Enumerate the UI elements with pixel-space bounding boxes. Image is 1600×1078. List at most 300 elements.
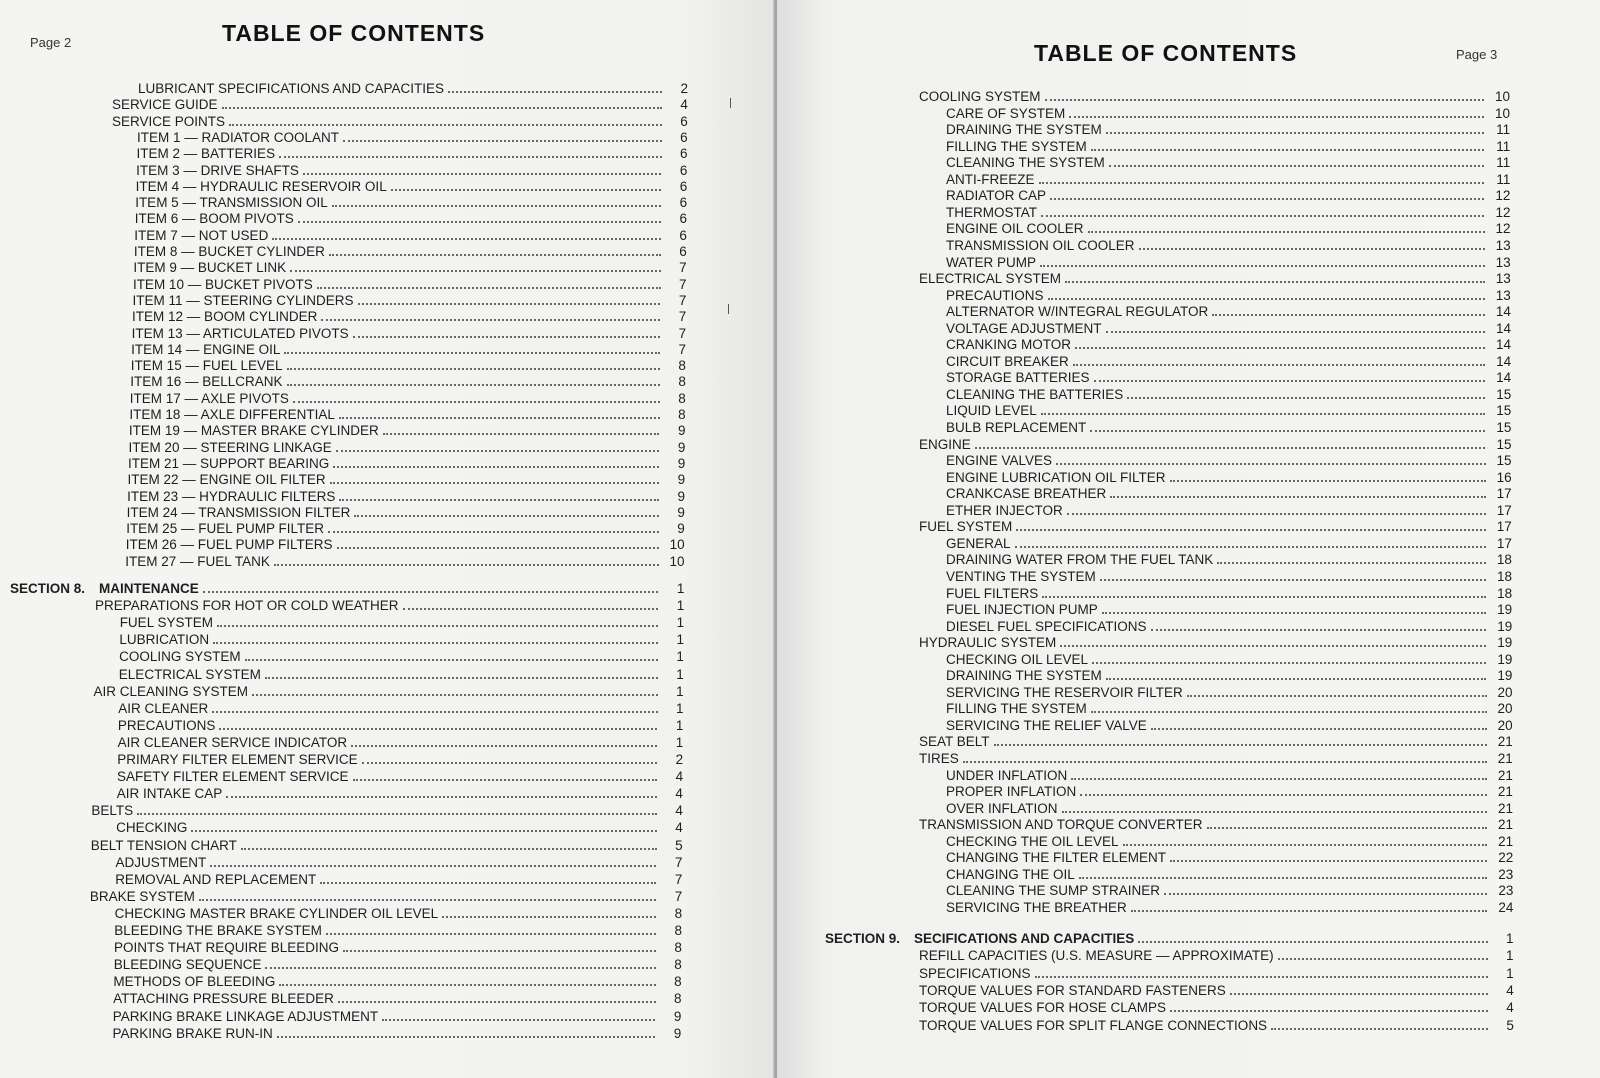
dot-leader	[382, 1019, 655, 1021]
page-ref: 4	[1506, 982, 1514, 998]
entry-title: ITEM 22 — ENGINE OIL FILTER	[127, 472, 326, 488]
entry-title: LUBRICATION	[119, 632, 210, 648]
toc-entry	[120, 614, 684, 631]
dot-leader	[403, 608, 659, 610]
dot-leader	[226, 796, 657, 798]
dot-leader	[328, 531, 659, 533]
dot-leader	[1187, 695, 1487, 697]
page-ref: 15	[1496, 420, 1512, 435]
page-ref: 5	[1506, 1017, 1514, 1033]
entry-title: CIRCUIT BREAKER	[946, 353, 1069, 369]
dot-leader	[1271, 1028, 1488, 1030]
dot-leader	[975, 447, 1486, 449]
toc-entry	[94, 683, 684, 700]
toc-entry	[946, 485, 1512, 502]
entry-title: ITEM 5 — TRANSMISSION OIL	[135, 195, 328, 211]
section-number: SECTION 8.	[10, 581, 86, 596]
entry-title: ENGINE	[919, 436, 971, 452]
toc-entry	[946, 849, 1513, 866]
dot-leader	[293, 401, 660, 403]
dot-leader	[1127, 397, 1485, 399]
page-ref: 9	[677, 423, 686, 439]
entry-title: ITEM 6 — BOOM PIVOTS	[134, 211, 294, 227]
entry-title: ITEM 24 — TRANSMISSION FILTER	[126, 504, 351, 520]
entry-title: ENGINE OIL COOLER	[946, 221, 1084, 237]
dot-leader	[287, 368, 660, 370]
page-ref: 6	[679, 195, 688, 211]
entry-title: FILLING THE SYSTEM	[946, 701, 1087, 717]
page-ref: 15	[1496, 386, 1512, 402]
page-ref: 1	[675, 734, 684, 750]
toc-entry	[130, 390, 686, 407]
entry-title: ETHER INJECTOR	[946, 502, 1063, 518]
page-ref: 8	[674, 957, 682, 973]
page-ref: 2	[675, 752, 684, 767]
dot-leader	[1016, 529, 1486, 531]
page-ref: 19	[1497, 635, 1513, 651]
page-ref: 23	[1498, 883, 1514, 899]
dot-leader	[1090, 430, 1485, 432]
entry-title: CHECKING THE OIL LEVEL	[946, 833, 1119, 849]
dot-leader	[1102, 612, 1486, 614]
toc-entry	[946, 551, 1512, 568]
entry-title: SAFETY FILTER ELEMENT SERVICE	[117, 769, 349, 785]
dot-leader	[351, 745, 657, 747]
toc-entry	[946, 320, 1511, 337]
toc-entry	[946, 452, 1512, 469]
entry-title: TORQUE VALUES FOR SPLIT FLANGE CONNECTIONS	[919, 1017, 1268, 1033]
entry-title: DRAINING THE SYSTEM	[946, 122, 1102, 138]
toc-entry	[134, 227, 687, 244]
toc-entry	[117, 768, 683, 785]
page-ref: 6	[680, 113, 688, 129]
page-ref: 9	[677, 488, 685, 504]
dot-leader	[287, 384, 660, 386]
entry-title: ELECTRICAL SYSTEM	[919, 271, 1062, 287]
dot-leader	[1062, 811, 1487, 813]
entry-title: CHECKING	[116, 820, 188, 836]
page-ref: 10	[669, 553, 685, 569]
page-ref: 1	[676, 632, 685, 648]
entry-title: CLEANING THE SYSTEM	[946, 155, 1105, 171]
toc-entry	[132, 308, 686, 325]
toc-entry	[946, 353, 1511, 370]
page-ref: 21	[1497, 751, 1513, 766]
page-ref: 11	[1496, 171, 1511, 187]
dot-leader	[1138, 941, 1487, 943]
toc-entry	[919, 982, 1514, 999]
entry-title: BULB REPLACEMENT	[946, 420, 1087, 435]
toc-entry	[115, 905, 683, 922]
toc-entry	[95, 597, 684, 614]
section-number: SECTION 9.	[825, 931, 901, 946]
entry-title: ITEM 9 — BUCKET LINK	[133, 260, 287, 276]
toc-entry	[946, 568, 1512, 585]
entry-title: CLEANING THE SUMP STRAINER	[946, 883, 1161, 899]
entry-title: STORAGE BATTERIES	[946, 370, 1090, 386]
entry-title: CHECKING OIL LEVEL	[946, 651, 1089, 667]
page-ref: 2	[680, 81, 688, 96]
toc-entry	[919, 518, 1512, 535]
entry-title: ITEM 10 — BUCKET PIVOTS	[132, 276, 313, 292]
entry-title: ANTI-FREEZE	[946, 171, 1035, 187]
entry-title: DIESEL FUEL SPECIFICATIONS	[946, 618, 1147, 634]
dot-leader	[274, 564, 659, 566]
dot-leader	[353, 779, 658, 781]
dot-leader	[358, 303, 661, 305]
page-ref: 6	[679, 227, 687, 243]
toc-entry	[946, 254, 1511, 271]
toc-entry	[119, 648, 684, 665]
page-ref: 10	[1494, 89, 1510, 104]
dot-leader	[442, 916, 656, 918]
entry-title: ATTACHING PRESSURE BLEEDER	[113, 991, 334, 1007]
page-ref: 9	[677, 439, 686, 455]
toc-entry	[919, 634, 1512, 651]
dot-leader	[213, 642, 658, 644]
page-ref: 7	[678, 309, 687, 325]
entry-title: DRAINING WATER FROM THE FUEL TANK	[946, 552, 1214, 568]
toc-entry	[126, 520, 685, 537]
page-ref: 4	[675, 820, 683, 836]
dot-leader	[362, 762, 658, 764]
toc-entry	[946, 585, 1512, 602]
page-ref: 13	[1495, 237, 1511, 253]
toc-entry	[946, 154, 1510, 171]
dot-leader	[191, 830, 656, 832]
dot-leader	[1170, 1010, 1488, 1012]
page-ref: 14	[1496, 370, 1512, 386]
toc-entry	[946, 369, 1511, 386]
toc-entry	[115, 871, 682, 888]
dot-leader	[1091, 149, 1484, 151]
page-ref: 9	[677, 455, 686, 471]
page-ref: 6	[679, 178, 688, 194]
toc-entry	[119, 666, 684, 683]
page-ref: 8	[674, 974, 682, 990]
toc-entry	[946, 171, 1510, 188]
page-ref: 10	[1495, 105, 1511, 121]
dot-leader	[1041, 413, 1486, 415]
page-ref: 11	[1496, 155, 1511, 171]
dot-leader	[1065, 281, 1485, 283]
page-ref: 21	[1498, 817, 1514, 833]
toc-entry	[127, 488, 685, 505]
page-ref: 20	[1497, 684, 1513, 700]
dot-leader	[219, 728, 657, 730]
toc-entry	[114, 922, 682, 939]
page-ref: 4	[1506, 1000, 1514, 1016]
toc-entry	[113, 1008, 682, 1025]
entry-title: ITEM 27 — FUEL TANK	[125, 553, 270, 569]
toc-entry	[113, 990, 681, 1007]
entry-title: CHECKING MASTER BRAKE CYLINDER OIL LEVEL	[114, 905, 439, 921]
page-ref: 20	[1497, 701, 1513, 717]
page-ref: 8	[674, 905, 683, 921]
page-ref: 17	[1496, 486, 1512, 502]
dot-leader	[1094, 380, 1486, 382]
dot-leader	[1151, 629, 1487, 631]
dot-leader	[290, 270, 660, 272]
toc-entry	[135, 194, 687, 211]
toc-entry	[138, 80, 688, 97]
toc-entry	[127, 504, 685, 521]
dot-leader	[1048, 298, 1485, 300]
toc-entry	[118, 717, 684, 734]
entry-title: ENGINE VALVES	[946, 453, 1053, 469]
entry-title: HYDRAULIC SYSTEM	[919, 635, 1057, 651]
page-ref: 9	[673, 1008, 682, 1024]
toc-entry	[129, 406, 685, 423]
page-ref: 8	[678, 390, 686, 406]
dot-leader	[330, 482, 660, 484]
entry-title: ENGINE LUBRICATION OIL FILTER	[946, 469, 1166, 485]
dot-leader	[1067, 513, 1486, 515]
page-ref: 4	[675, 769, 684, 785]
entry-title: AIR CLEANING SYSTEM	[93, 683, 249, 699]
dot-leader	[222, 107, 662, 109]
dot-leader	[1035, 976, 1488, 978]
entry-title: ITEM 26 — FUEL PUMP FILTERS	[125, 537, 333, 553]
toc-entry	[946, 618, 1512, 635]
toc-entry	[946, 402, 1511, 419]
page-ref: 21	[1497, 800, 1513, 816]
entry-title: LUBRICANT SPECIFICATIONS AND CAPACITIES	[138, 81, 445, 96]
page-ref: 15	[1496, 436, 1512, 452]
toc-entry	[91, 802, 682, 819]
page-ref: 7	[678, 341, 687, 357]
page-ref: 11	[1496, 122, 1511, 138]
dot-leader	[383, 433, 660, 435]
margin-mark	[728, 304, 729, 314]
dot-leader	[1041, 215, 1484, 217]
dot-leader	[1106, 331, 1485, 333]
toc-entry	[126, 536, 685, 553]
entry-title: TORQUE VALUES FOR STANDARD FASTENERS	[919, 982, 1226, 998]
toc-entry	[112, 113, 688, 130]
page-ref: 12	[1495, 221, 1511, 237]
toc-entry	[113, 973, 681, 990]
dot-leader	[245, 659, 658, 661]
entry-title: FUEL SYSTEM	[919, 519, 1013, 535]
entry-title: FUEL FILTERS	[946, 585, 1039, 601]
toc-entry	[946, 684, 1513, 701]
dot-leader	[1040, 265, 1485, 267]
entry-title: OVER INFLATION	[946, 800, 1058, 816]
dot-leader	[336, 450, 660, 452]
toc-entry	[129, 422, 686, 439]
dot-leader	[354, 515, 658, 517]
page-ref: 8	[674, 923, 682, 938]
page-ref: 4	[675, 786, 683, 802]
toc-entry	[825, 930, 1514, 947]
page-ref: 13	[1495, 271, 1511, 287]
entry-title: ITEM 12 — BOOM CYLINDER	[132, 309, 318, 325]
dot-leader	[199, 899, 656, 901]
page-ref: 15	[1496, 403, 1512, 419]
page-ref: 23	[1498, 866, 1514, 882]
page-ref: 7	[679, 260, 687, 276]
page-ref: 14	[1496, 337, 1512, 353]
entry-title: ITEM 4 — HYDRAULIC RESERVOIR OIL	[135, 178, 387, 194]
entry-title: PRIMARY FILTER ELEMENT SERVICE	[117, 752, 358, 767]
toc-entry	[946, 419, 1511, 436]
toc-entry	[946, 717, 1513, 734]
entry-title: REFILL CAPACITIES (U.S. MEASURE — APPROXIMATE)	[919, 948, 1274, 964]
toc-entry	[946, 899, 1513, 916]
dot-leader	[1075, 347, 1485, 349]
page-ref: 1	[675, 717, 684, 733]
page-ref: 9	[677, 521, 685, 537]
dot-leader	[1164, 893, 1487, 895]
dot-leader	[1151, 728, 1487, 730]
dot-leader	[1069, 116, 1484, 118]
page-ref: 16	[1496, 469, 1512, 485]
dot-leader	[1106, 678, 1487, 680]
page-ref: 17	[1496, 502, 1512, 518]
dot-leader	[217, 625, 658, 627]
toc-entry	[919, 947, 1514, 964]
entry-title: UNDER INFLATION	[946, 767, 1068, 783]
dot-leader	[332, 205, 661, 207]
dot-leader	[1079, 877, 1488, 879]
dot-leader	[279, 156, 661, 158]
entry-title: ITEM 17 — AXLE PIVOTS	[129, 390, 289, 406]
dot-leader	[1015, 546, 1486, 548]
toc-entry	[119, 631, 684, 648]
entry-title: CHANGING THE OIL	[946, 866, 1075, 882]
entry-title: COOLING SYSTEM	[919, 89, 1041, 104]
toc-entry	[137, 129, 688, 146]
toc-entry	[136, 162, 687, 179]
page-ref: 17	[1496, 519, 1512, 535]
page-ref: 18	[1496, 568, 1513, 584]
entry-title: ITEM 14 — ENGINE OIL	[131, 341, 281, 357]
toc-entry	[133, 259, 686, 276]
entry-title: ITEM 20 — STEERING LINKAGE	[128, 439, 332, 455]
dot-leader	[1106, 132, 1484, 134]
toc-entry	[133, 276, 687, 293]
page-ref: 17	[1496, 535, 1512, 551]
page-ref: 6	[679, 162, 688, 178]
entry-title: ITEM 25 — FUEL PUMP FILTER	[126, 521, 324, 537]
page-ref: 4	[680, 97, 688, 113]
toc-entry	[919, 88, 1510, 105]
entry-title: AIR INTAKE CAP	[116, 786, 223, 802]
page-ref: 12	[1495, 188, 1511, 204]
toc-entry	[946, 882, 1513, 899]
toc-entry	[116, 819, 683, 836]
entry-title: ITEM 19 — MASTER BRAKE CYLINDER	[128, 423, 379, 439]
dot-leader	[1073, 364, 1485, 366]
margin-mark	[730, 98, 731, 108]
toc-entry	[946, 667, 1512, 684]
page-ref: 8	[678, 358, 686, 374]
page-ref: 13	[1495, 287, 1511, 303]
entry-title: ITEM 1 — RADIATOR COOLANT	[137, 129, 340, 145]
entry-title: SECIFICATIONS AND CAPACITIES	[914, 931, 1135, 946]
toc-entry	[946, 700, 1513, 717]
entry-title: THERMOSTAT	[946, 204, 1037, 220]
dot-leader	[1131, 910, 1488, 912]
entry-title: ITEM 2 — BATTERIES	[136, 146, 276, 162]
toc-entry	[946, 601, 1512, 618]
dot-leader	[994, 744, 1487, 746]
entry-title: SERVICE GUIDE	[112, 97, 218, 113]
page-title: TABLE OF CONTENTS	[222, 20, 486, 46]
dot-leader	[1091, 711, 1487, 713]
toc-entry	[946, 800, 1513, 817]
entry-title: RADIATOR CAP	[946, 188, 1047, 204]
page-ref: 13	[1495, 254, 1511, 270]
entry-title: FUEL INJECTION PUMP	[946, 602, 1098, 618]
page-ref: 7	[674, 888, 683, 904]
entry-title: PARKING BRAKE RUN-IN	[112, 1025, 273, 1041]
entry-title: PRECAUTIONS	[117, 717, 216, 733]
toc-entry	[946, 220, 1511, 237]
entry-title: BELT TENSION CHART	[90, 837, 237, 853]
toc-entry	[118, 734, 684, 751]
toc-entry	[946, 469, 1512, 486]
entry-title: MAINTENANCE	[99, 581, 199, 596]
toc-entry	[136, 178, 688, 195]
toc-entry	[946, 651, 1512, 668]
page-ref: 6	[679, 211, 688, 227]
page-ref: 1	[676, 615, 685, 631]
dot-leader	[303, 173, 662, 175]
toc-entry	[113, 1025, 682, 1042]
dot-leader	[1212, 314, 1485, 316]
dot-leader	[333, 466, 659, 468]
entry-title: TRANSMISSION OIL COOLER	[946, 237, 1135, 253]
entry-title: FILLING THE SYSTEM	[946, 138, 1087, 154]
toc-entry	[117, 751, 683, 768]
page-ref: 9	[673, 1025, 682, 1041]
toc-entry	[946, 833, 1513, 850]
dot-leader	[1045, 99, 1484, 101]
page-ref: 19	[1497, 668, 1513, 684]
toc-entry	[946, 866, 1513, 883]
page-ref: 4	[675, 803, 683, 819]
page-ref: 7	[679, 276, 687, 292]
page-number: Page 2	[30, 35, 72, 50]
toc-entry	[117, 785, 683, 802]
toc-entry	[946, 783, 1513, 800]
page-ref: 6	[680, 146, 688, 162]
page-ref: 12	[1495, 204, 1511, 220]
entry-title: TIRES	[919, 751, 959, 766]
page-ref: 1	[676, 598, 685, 614]
dot-leader	[1088, 231, 1485, 233]
page-ref: 18	[1496, 552, 1512, 568]
page-ref: 19	[1497, 618, 1513, 634]
entry-title: CRANKING MOTOR	[946, 337, 1072, 353]
dot-leader	[321, 319, 660, 321]
toc-entry	[919, 270, 1511, 287]
page-ref: 21	[1497, 767, 1513, 783]
entry-title: BLEEDING THE BRAKE SYSTEM	[114, 923, 322, 938]
toc-entry	[128, 439, 685, 456]
entry-title: AIR CLEANER SERVICE INDICATOR	[117, 734, 348, 750]
dot-leader	[339, 499, 659, 501]
right-page	[777, 0, 1600, 1078]
page-ref: 9	[677, 472, 686, 488]
dot-leader	[1230, 993, 1488, 995]
toc-entry	[118, 700, 683, 717]
dot-leader	[1109, 165, 1484, 167]
toc-entry	[946, 121, 1510, 138]
dot-leader	[1170, 860, 1487, 862]
